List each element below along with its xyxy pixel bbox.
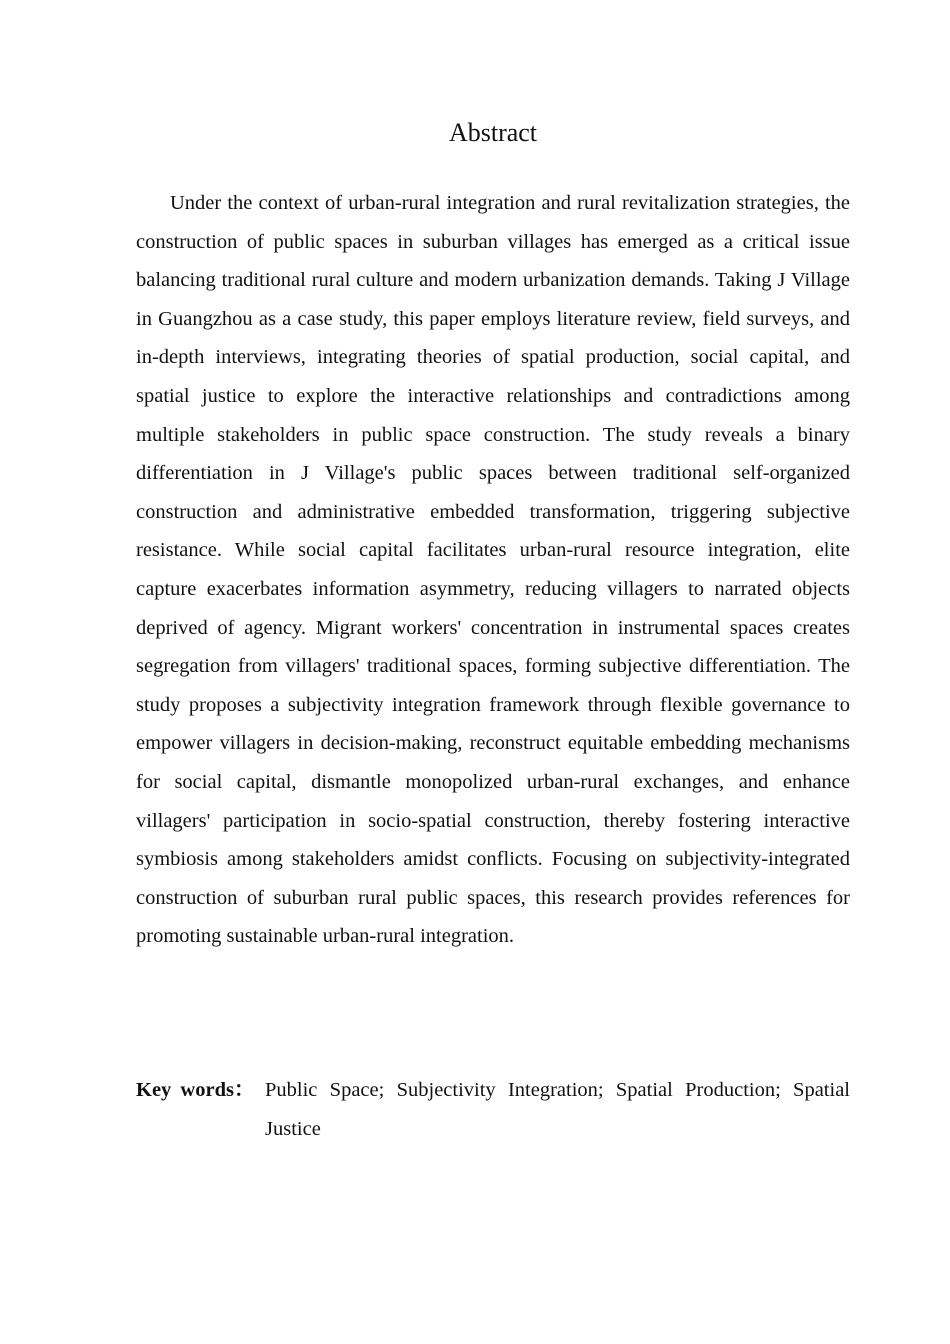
keywords-label: Key words：: [136, 1079, 255, 1101]
keywords-line: [136, 1071, 850, 1148]
keywords-text: Public Space; Subjectivity Integration; Spatial Production; Spatial Justice: [265, 1079, 850, 1140]
abstract-title: Abstract: [448, 118, 538, 147]
abstract-body: Under the context of urban-rural integration and rural revitalization strategies, the construction of public spaces in suburban villages has emerged as a critical issue balancing traditional rural culture and modern urbanization demands. Taking J Village in Guangzhou as a case study, this paper employs literature review, field surveys, and in-depth interviews, integrating theories of spatial production, social capital, and spatial justice to explore the interactive relationships and contradictions among multiple stakeholders in public space construction. The study reveals a binary differentiation in J Village's public spaces between traditional self-organized construction and administrative embedded transformation, triggering subjective resistance. While social capital facilitates urban-rural resource integration, elite capture exacerbates information asymmetry, reducing villagers to narrated objects deprived of agency. Migrant workers' concentration in instrumental spaces creates segregation from villagers' traditional spaces, forming subjective differentiation. The study proposes a subjectivity integration framework through flexible governance to empower villagers in decision-making, reconstruct equitable embedding mechanisms for social capital, dismantle monopolized urban-rural exchanges, and enhance villagers' participation in socio-spatial construction, thereby fostering interactive symbiosis among stakeholders amidst conflicts. Focusing on subjectivity-integrated construction of suburban rural public spaces, this research provides references for promoting sustainable urban-rural integration.: [136, 192, 850, 948]
